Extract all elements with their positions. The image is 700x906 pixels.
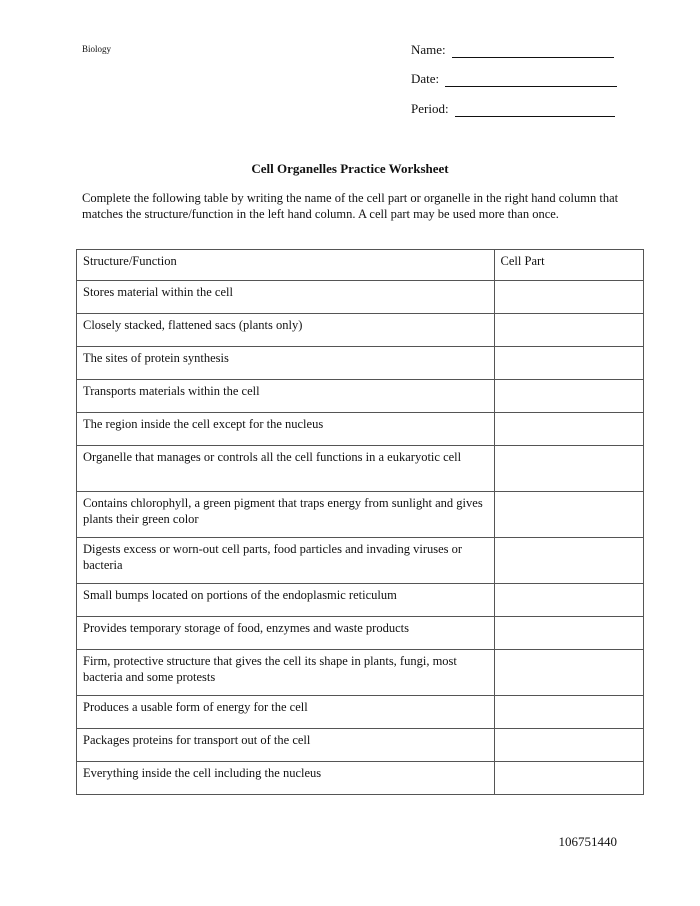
table-row [77, 584, 644, 617]
document-code: 106751440 [558, 834, 617, 849]
table-row [77, 380, 644, 413]
structure-function-cell: Closely stacked, flattened sacs (plants only) [77, 314, 495, 347]
name-blank-line[interactable] [452, 45, 614, 58]
answer-cell[interactable] [494, 380, 643, 413]
answer-cell[interactable] [494, 538, 643, 584]
structure-function-cell: Organelle that manages or controls all the cell functions in a eukaryotic cell [77, 446, 495, 492]
structure-function-cell: Digests excess or worn-out cell parts, food particles and invading viruses or bacteria [77, 538, 495, 584]
structure-function-cell: Firm, protective structure that gives the cell its shape in plants, fungi, most bacteria and some protests [77, 650, 495, 696]
structure-function-cell: Stores material within the cell [77, 281, 495, 314]
structure-function-cell: Small bumps located on portions of the endoplasmic reticulum [77, 584, 495, 617]
table-row [77, 347, 644, 380]
table-row [77, 650, 644, 696]
answer-cell[interactable] [494, 281, 643, 314]
name-label: Name: [411, 42, 446, 57]
structure-function-cell: Transports materials within the cell [77, 380, 495, 413]
worksheet-title: Cell Organelles Practice Worksheet [251, 161, 449, 176]
table-row [77, 446, 644, 492]
period-blank-line[interactable] [455, 104, 615, 117]
answer-cell[interactable] [494, 492, 643, 538]
date-blank-line[interactable] [445, 74, 617, 87]
table-row [77, 696, 644, 729]
structure-function-cell: Provides temporary storage of food, enzymes and waste products [77, 617, 495, 650]
structure-function-cell: Everything inside the cell including the nucleus [77, 762, 495, 795]
answer-cell[interactable] [494, 446, 643, 492]
table-row [77, 314, 644, 347]
subject-label: Biology [82, 44, 112, 54]
answer-cell[interactable] [494, 762, 643, 795]
answer-cell[interactable] [494, 413, 643, 446]
table-row [77, 762, 644, 795]
period-field [411, 101, 615, 117]
table-row [77, 281, 644, 314]
answer-cell[interactable] [494, 617, 643, 650]
table-row [77, 617, 644, 650]
date-field [411, 71, 617, 87]
structure-function-cell: The region inside the cell except for the nucleus [77, 413, 495, 446]
structure-function-cell: Contains chlorophyll, a green pigment that traps energy from sunlight and gives plants their green color [77, 492, 495, 538]
structure-function-cell: Packages proteins for transport out of the cell [77, 729, 495, 762]
answer-cell[interactable] [494, 584, 643, 617]
instructions-paragraph: Complete the following table by writing the name of the cell part or organelle in the right hand column that matches the structure/function in the left hand column. A cell part may be used more than once. [82, 191, 619, 221]
organelle-table [76, 249, 644, 795]
table-header-row [77, 250, 644, 281]
header-cell-part: Cell Part [494, 250, 643, 281]
structure-function-cell: Produces a usable form of energy for the cell [77, 696, 495, 729]
period-label: Period: [411, 101, 449, 116]
answer-cell[interactable] [494, 729, 643, 762]
table-row [77, 413, 644, 446]
answer-cell[interactable] [494, 347, 643, 380]
structure-function-cell: The sites of protein synthesis [77, 347, 495, 380]
name-field [411, 42, 614, 58]
answer-cell[interactable] [494, 314, 643, 347]
answer-cell[interactable] [494, 696, 643, 729]
table-row [77, 538, 644, 584]
answer-cell[interactable] [494, 650, 643, 696]
date-label: Date: [411, 71, 440, 86]
table-row [77, 729, 644, 762]
table-row [77, 492, 644, 538]
header-structure-function: Structure/Function [77, 250, 495, 281]
